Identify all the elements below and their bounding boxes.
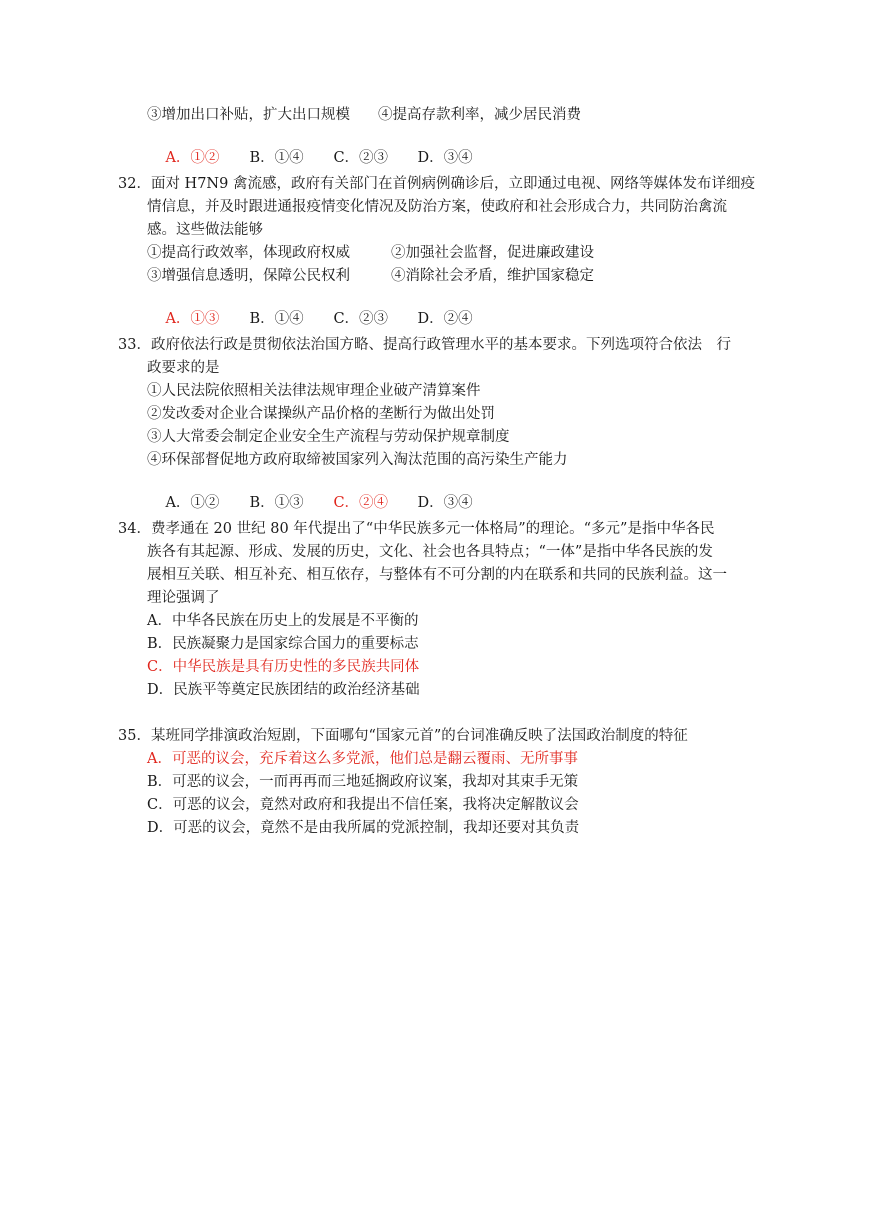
q35-stem-line-1 [118,726,688,746]
q34-number: 34． [118,521,151,537]
q33-item-4: ④环保部督促地方政府取缔被国家列入淘汰范围的高污染生产能力 [147,452,568,468]
q34-stem-line-1 [118,519,714,539]
q33-answer-d[interactable]: D．③④ [417,495,473,511]
q35-number: 35． [118,728,151,744]
q34-answer-c[interactable]: C．中华民族是具有历史性的多民族共同体 [147,659,420,675]
q32-item-3: ③增强信息透明，保障公民权利 [147,268,350,284]
q31-answer-a[interactable]: A．①② [165,150,220,166]
q33-item-1: ①人民法院依照相关法律法规审理企业破产清算案件 [147,383,481,399]
q34-stem-text: 费孝通在 20 世纪 80 年代提出了“中华民族多元一体格局”的理论。“多元”是指中华各民 [150,521,715,537]
q32-stem-line-1 [118,174,755,194]
q32-item-2: ②加强社会监督，促进廉政建设 [391,245,594,261]
q35-stem-text: 某班同学排演政治短剧，下面哪句“国家元首”的台词准确反映了法国政治制度的特征 [150,728,688,744]
q32-answer-d[interactable]: D．②④ [417,311,473,327]
q33-stem-line-2: 政要求的是 [147,360,220,376]
q31-options-row [147,105,581,125]
q35-answer-c[interactable]: C．可恶的议会，竟然对政府和我提出不信任案，我将决定解散议会 [147,797,579,813]
q34-answer-a[interactable]: A．中华各民族在历史上的发展是不平衡的 [147,613,419,629]
q33-stem-text: 政府依法行政是贯彻依法治国方略、提高行政管理水平的基本要求。下列选项符合依法 行 [150,337,731,353]
q31-option-3: ③增加出口补贴，扩大出口规模 [147,107,350,123]
q32-answer-c[interactable]: C．②③ [333,311,389,327]
q32-answer-b[interactable]: B．①④ [249,311,304,327]
q35-answer-b[interactable]: B．可恶的议会，一而再再而三地延搁政府议案，我却对其束手无策 [147,774,579,790]
q32-number: 32． [118,176,151,192]
q32-stem-line-2: 情信息，并及时跟进通报疫情变化情况及防治方案，使政府和社会形成合力，共同防治禽流 [147,199,727,215]
q34-answer-b[interactable]: B．民族凝聚力是国家综合国力的重要标志 [147,636,419,652]
q32-item-4: ④消除社会矛盾，维护国家稳定 [391,268,594,284]
q32-stem-line-3: 感。这些做法能够 [147,222,263,238]
q32-answer-a[interactable]: A．①③ [165,311,220,327]
q35-answer-d[interactable]: D．可恶的议会，竟然不是由我所属的党派控制，我却还要对其负责 [147,820,580,836]
q33-answer-c[interactable]: C．②④ [333,495,389,511]
q34-stem-line-4: 理论强调了 [147,590,220,606]
q32-stem-text: 面对 H7N9 禽流感，政府有关部门在首例病例确诊后，立即通过电视、网络等媒体发布详细疫 [150,176,755,192]
q33-number: 33． [118,337,151,353]
q34-stem-line-3: 展相互关联、相互补充、相互依存，与整体有不可分割的内在联系和共同的民族利益。这一 [147,567,727,583]
q31-answer-d[interactable]: D．③④ [417,150,473,166]
q33-stem-line-1 [118,335,731,355]
q31-answer-b[interactable]: B．①④ [249,150,304,166]
q32-items-row-1 [147,243,594,263]
q35-answer-a[interactable]: A．可恶的议会，充斥着这么多党派，他们总是翻云覆雨、无所事事 [147,751,578,767]
q34-answer-d[interactable]: D．民族平等奠定民族团结的政治经济基础 [147,682,420,698]
q32-items-row-2 [147,266,594,286]
q31-answer-c[interactable]: C．②③ [333,150,389,166]
q33-item-3: ③人大常委会制定企业安全生产流程与劳动保护规章制度 [147,429,510,445]
q34-stem-line-2: 族各有其起源、形成、发展的历史，文化、社会也各具特点；“一体”是指中华各民族的发 [147,544,713,560]
q33-item-2: ②发改委对企业合谋操纵产品价格的垄断行为做出处罚 [147,406,495,422]
q33-answer-b[interactable]: B．①③ [249,495,304,511]
q32-item-1: ①提高行政效率，体现政府权威 [147,245,350,261]
q31-option-4: ④提高存款利率，减少居民消费 [378,107,581,123]
q33-answer-a[interactable]: A．①② [165,495,220,511]
